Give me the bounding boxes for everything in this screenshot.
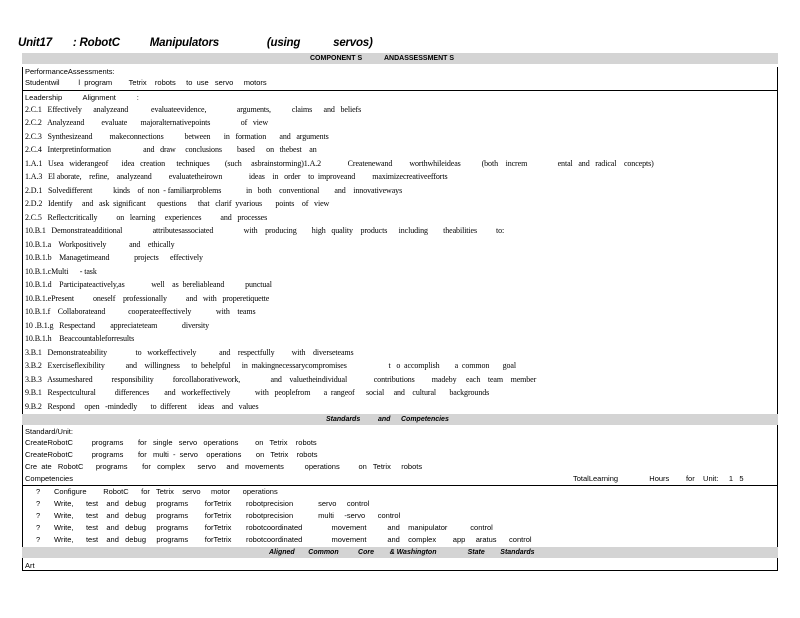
- performance-text: Studentwil l program Tetrix robots to use servo motors: [25, 78, 267, 87]
- leadership-heading: Leadership Alignment :: [25, 93, 139, 102]
- art-heading: Art: [25, 561, 35, 570]
- bullet-marker: ?: [36, 511, 41, 520]
- leadership-item: 10.B.1.cMulti - task: [25, 266, 97, 276]
- competencies-label: Competencies: [401, 416, 449, 423]
- competencies-heading: Competencies: [25, 474, 73, 483]
- leadership-item: 2.D.2 Identify and ask significant questions that clarif yvarious points of view: [25, 199, 330, 208]
- aligned-label: Aligned Common Core & Washington State Standards: [269, 549, 535, 556]
- leadership-item: 10 .B.1.g Respectand appreciateteam diversity: [25, 320, 210, 330]
- divider: [22, 485, 778, 486]
- leadership-item: 3.B.1 Demonstrateability to workeffectively and respectfully with diverseteams: [25, 347, 354, 357]
- standards-label: Standards: [326, 416, 361, 423]
- leadership-item: 3.B.2 Exerciseflexibility and willingness to behelpful in makingnecessarycompromises t o accomplish a common goal: [25, 361, 517, 370]
- assessments-label: ANDASSESSMENT S: [384, 55, 455, 62]
- bullet-marker: ?: [36, 487, 41, 496]
- leadership-item: 10.B.1.h Beaccountableforresults: [25, 334, 135, 343]
- leadership-item: 1.A.3 El aborate, refine, analyzeand evaluatetheirown ideas in order to improveand maximizecreativeefforts: [25, 172, 448, 181]
- leadership-item: 1.A.1 Usea widerangeof idea creation techniques (such asbrainstorming)1.A.2 Createnewand worthwhileideas (both increm ental and radical concepts): [25, 158, 654, 168]
- leadership-item: 10.B.1.ePresent oneself professionally and with properetiquette: [25, 293, 270, 303]
- standards-competencies-bar: [22, 414, 778, 425]
- bullet-marker: ?: [36, 499, 41, 508]
- unit-title: Unit17 : RobotC Manipulators (using servos): [18, 37, 373, 49]
- divider: [22, 90, 778, 91]
- performance-heading: PerformanceAssessments:: [25, 67, 115, 76]
- leadership-item: 3.B.3 Assumeshared responsibility forcollaborativework, and valuetheindividual contributions madeby each team member: [25, 374, 537, 384]
- competency-item: Write, test and debug programs forTetrix robotprecision multi -servo control: [54, 511, 401, 520]
- standard-unit-heading: Standard/Unit:: [25, 427, 73, 436]
- left-border: [22, 67, 23, 570]
- leadership-item: 10.B.1 Demonstrateadditional attributesassociated with producing high quality products including theabilities to:: [25, 226, 505, 235]
- leadership-item: 9.B.1 Respectcultural differences and workeffectively with peoplefrom a rangeof social and cultural backgrounds: [25, 388, 490, 397]
- standard-item: CreateRobotC programs for single servo operations on Tetrix robots: [25, 438, 317, 447]
- leadership-item: 10.B.1.b Managetimeand projects effectively: [25, 253, 203, 262]
- standard-item: Cre ate RobotC programs for complex servo and movements operations on Tetrix robots: [25, 462, 423, 471]
- components-assessments-bar: [22, 53, 778, 64]
- bullet-marker: ?: [36, 523, 41, 532]
- leadership-item: 2.C.4 Interpretinformation and draw conclusions based on thebest an: [25, 145, 317, 154]
- components-label: COMPONENT S: [310, 55, 363, 62]
- bottom-border: [22, 570, 778, 571]
- competency-item: Write, test and debug programs forTetrix robotcoordinated movement and complex app aratus control: [54, 535, 532, 544]
- and-label: and: [378, 416, 391, 423]
- leadership-item: 9.B.2 Respond open -mindedly to different ideas and values: [25, 401, 259, 411]
- leadership-item: 2.C.5 Reflectcritically on learning experiences and processes: [25, 212, 268, 222]
- competency-item: Configure RobotC for Tetrix servo motor operations: [54, 487, 278, 496]
- leadership-item: 2.C.1 Effectively analyzeand evaluateevidence, arguments, claims and beliefs: [25, 104, 362, 114]
- right-border: [777, 67, 778, 570]
- leadership-item: 2.C.3 Synthesizeand makeconnections between in formation and arguments: [25, 131, 329, 141]
- standard-item: CreateRobotC programs for multi - servo operations on Tetrix robots: [25, 450, 318, 459]
- total-learning-hours: TotalLearning Hours for Unit: 1 5: [573, 474, 744, 483]
- bullet-marker: ?: [36, 535, 41, 544]
- leadership-item: 10.B.1.f Collaborateand cooperateeffectively with teams: [25, 307, 256, 316]
- competency-item: Write, test and debug programs forTetrix robotprecision servo control: [54, 499, 370, 508]
- leadership-item: 2.C.2 Analyzeand evaluate majoralternativepoints of view: [25, 118, 269, 127]
- competency-item: Write, test and debug programs forTetrix robotcoordinated movement and manipulator control: [54, 523, 493, 532]
- leadership-item: 10.B.1.a Workpositively and ethically: [25, 239, 175, 249]
- leadership-item: 2.D.1 Solvedifferent kinds of non - familiarproblems in both conventional and innovativeways: [25, 185, 403, 195]
- leadership-item: 10.B.1.d Participateactively,as well as bereliableand punctual: [25, 280, 272, 289]
- aligned-standards-bar: [22, 547, 778, 558]
